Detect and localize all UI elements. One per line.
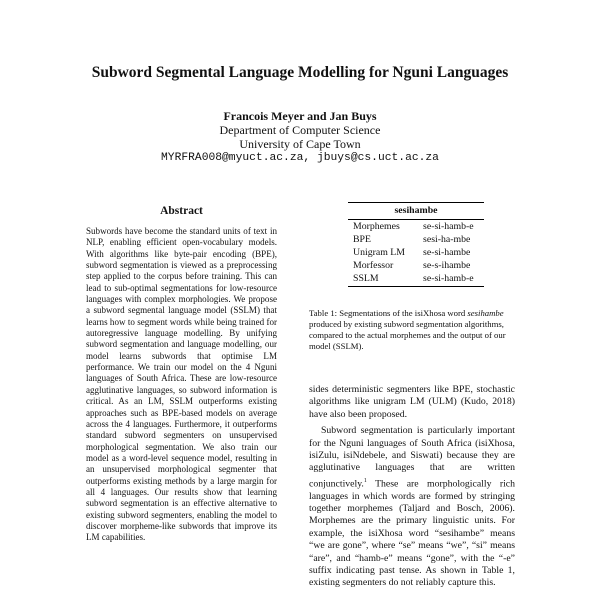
method-cell: BPE: [353, 234, 371, 246]
method-cell: Morphemes: [353, 221, 400, 232]
method-cell: Morfessor: [353, 260, 394, 272]
segmentation-cell: sesi-ha-mbe: [423, 234, 471, 246]
table-row: [348, 272, 484, 287]
paragraph-part: These are morphologically rich languages in which words are formed by stringing together morphemes (Taljard and Bosch, 2006). Morphemes are the primary linguistic units. For example, the isiXhosa word “sesihambe” means “we are gone”, where “se” means “we”, “si” means “are”, and “hamb-e” means “gone”, with the “-e” suffix indicating past tense. As shown in Table 1, existing segmenters do not reliably capture this.: [309, 478, 515, 589]
segmentation-table: [348, 202, 484, 287]
author-emails: MYRFRA008@myuct.ac.za, jbuys@cs.uct.ac.za: [161, 152, 439, 164]
body-text: [309, 384, 515, 590]
method-cell: SSLM: [348, 272, 415, 287]
university: University of Cape Town: [239, 137, 361, 151]
paragraph-part: Subword segmentation is particularly important for the Nguni languages of South Africa (isiXhosa, isiZulu, isiNdebele, and Siswati) because they are agglutinative languages that are written conjunctively.: [309, 425, 515, 490]
segmentation-cell: se-si-hamb-e: [415, 272, 484, 287]
table-row: [348, 259, 484, 272]
table-caption: [309, 308, 515, 352]
caption-word: sesihambe: [467, 308, 504, 318]
caption-prefix: Table 1: Segmentations of the isiXhosa word: [309, 308, 468, 318]
paper-title: Subword Segmental Language Modelling for Nguni Languages: [91, 64, 509, 81]
table-row: [348, 246, 484, 259]
segmentation-cell: se-si-hamb-e: [423, 221, 474, 232]
department: Department of Computer Science: [219, 123, 381, 137]
footnote-marker: 1: [363, 477, 367, 484]
abstract-heading: Abstract: [160, 205, 203, 217]
segmentation-cell: se-s-ihambe: [423, 260, 471, 272]
caption-suffix: produced by existing subword segmentation algorithms, compared to the actual morphemes and the output of our model (SSLM).: [309, 319, 506, 351]
segmentation-cell: se-si-hambe: [423, 247, 471, 259]
table-row: [348, 233, 484, 246]
author-names: Francois Meyer and Jan Buys: [223, 109, 377, 123]
method-cell: Unigram LM: [353, 247, 405, 259]
paragraph: [309, 425, 515, 590]
paragraph: sides deterministic segmenters like BPE, stochastic algorithms like unigram LM (ULM) (Kudo, 2018) have also been proposed.: [309, 384, 515, 420]
abstract-text: Subwords have become the standard units of text in NLP, enabling efficient open-vocabulary models. With algorithms like byte-pair encoding (BPE), subword segmentation is viewed as a preprocessing step applied to the corpus before training. This can lead to sub-optimal segmentations for low-resource languages with complex morphologies. We propose a subword segmental language model (SSLM) that learns how to segment words while being trained for autoregressive language modelling. By unifying subword segmentation and language modelling, our model learns subwords that optimise LM performance. We train our model on the 4 Nguni languages of South Africa. These are low-resource agglutinative languages, so subword information is critical. As an LM, SSLM outperforms existing approaches such as BPE-based models on average across the 4 languages. Furthermore, it outperforms standard subword segmenters on unsupervised morphological segmentation. We also train our model as a word-level sequence model, resulting in an unsupervised morphological segmenter that outperforms existing methods by a large margin for all 4 languages. Our results show that learning subword segmentation is an effective alternative to existing subword segmenters, enabling the model to discover morpheme-like subwords that improve its LM capabilities.: [86, 226, 277, 543]
author-block: [0, 109, 600, 165]
table-header: sesihambe: [348, 203, 484, 220]
table-row: [348, 220, 484, 234]
